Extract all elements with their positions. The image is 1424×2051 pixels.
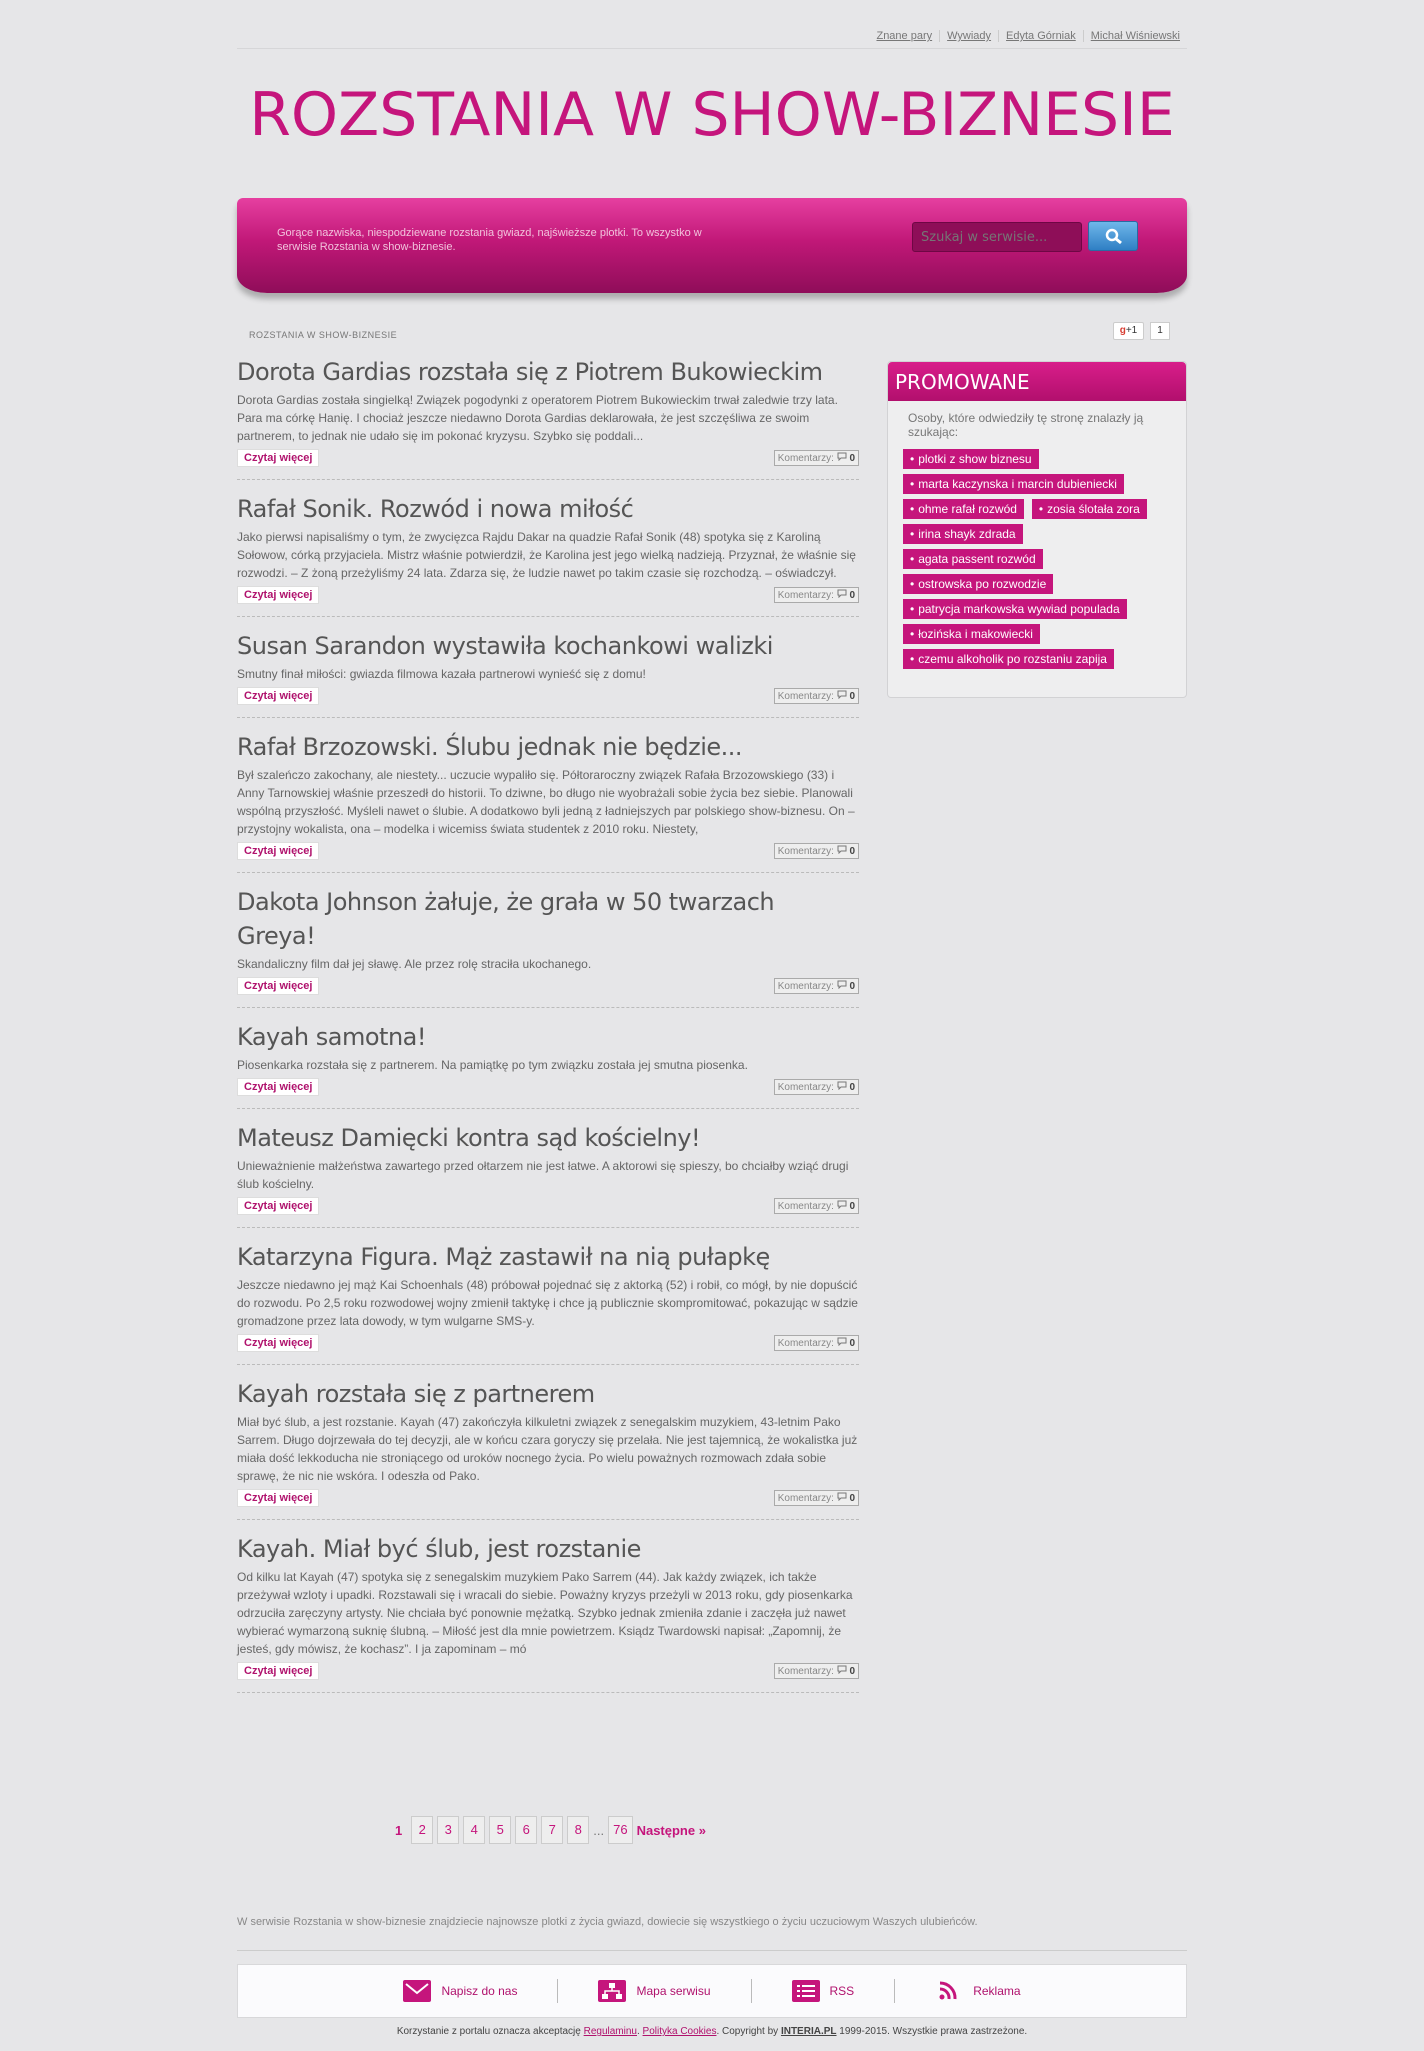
article-item xyxy=(237,730,859,873)
comments-label: Komentarzy: xyxy=(777,1493,834,1504)
search-button[interactable] xyxy=(1088,221,1138,251)
read-more-button[interactable]: Czytaj więcej xyxy=(237,977,319,995)
list-icon xyxy=(792,1980,820,2002)
page-link[interactable]: 6 xyxy=(515,1816,537,1844)
comments-label: Komentarzy: xyxy=(777,1201,834,1212)
comments-count: 0 xyxy=(849,1201,855,1212)
copyright xyxy=(237,2026,1187,2037)
speech-bubble-icon xyxy=(837,452,847,461)
article-item xyxy=(237,629,859,718)
read-more-button[interactable]: Czytaj więcej xyxy=(237,1662,319,1680)
read-more-button[interactable]: Czytaj więcej xyxy=(237,586,319,604)
terms-link[interactable]: Regulaminu xyxy=(583,2026,637,2037)
comments-label: Komentarzy: xyxy=(777,981,834,992)
article-item xyxy=(237,1532,859,1693)
top-links xyxy=(869,30,1187,42)
article-title[interactable]: Kayah samotna! xyxy=(237,1023,426,1051)
article-item xyxy=(237,355,859,480)
comments-count: 0 xyxy=(849,691,855,702)
breadcrumb[interactable]: ROZSTANIA W SHOW-BIZNESIE xyxy=(249,330,398,340)
gplus-label: +1 xyxy=(1125,325,1138,336)
toplink-wywiady[interactable]: Wywiady xyxy=(939,30,998,42)
speech-bubble-icon xyxy=(837,980,847,989)
comments-link[interactable] xyxy=(774,843,859,859)
interia-link[interactable]: INTERIA.PL xyxy=(780,2026,837,2037)
article-footer xyxy=(237,1197,859,1215)
comments-count: 0 xyxy=(849,1493,855,1504)
speech-bubble-icon xyxy=(837,690,847,699)
speech-bubble-icon xyxy=(837,589,847,598)
comments-count: 0 xyxy=(849,590,855,601)
article-excerpt: Jako pierwsi napisaliśmy o tym, że zwycięzca Rajdu Dakar na quadzie Rafał Sonik (48) spotyka się z Karoliną Sołowow, córką przyjaciela. Mistrz właśnie potwierdził, że Karolina jest jego wielką nadzieją. Przyznał, że właśnie się rozwodzi. – Z żoną przeżyliśmy 24 lata. Zdarza się, że ludzie nawet po takim czasie się rozchodzą. – oświadczył. xyxy=(237,530,856,580)
page-link[interactable]: 5 xyxy=(489,1816,511,1844)
speech-bubble-icon xyxy=(837,1492,847,1501)
footer-link-label: Reklama xyxy=(973,1984,1021,1998)
footer-note: W serwisie Rozstania w show-biznesie znajdziecie najnowsze plotki z życia gwiazd, dowiecie się wszystkiego o życiu uczuciowym Waszych ulubieńców. xyxy=(237,1916,978,1928)
footer-link-ads[interactable] xyxy=(894,1979,1060,2003)
cookies-link[interactable]: Polityka Cookies xyxy=(642,2026,717,2037)
page-ellipsis: ... xyxy=(593,1822,605,1838)
comments-link[interactable] xyxy=(774,688,859,704)
footer-link-label: Napisz do nas xyxy=(441,1984,518,1998)
article-excerpt: Jeszcze niedawno jej mąż Kai Schoenhals (48) próbował pojednać się z aktorką (52) i robił, co mógł, by nie dopuścić do rozwodu. Po 2,5 roku rozwodowej wojny zmienił taktykę i chce ją publicznie skompromitować, pokazując w sądzie gromadzone przez lata dowody, w tym wulgarne SMS-y. xyxy=(237,1278,858,1328)
gplus-button[interactable] xyxy=(1113,322,1144,340)
article-title[interactable]: Rafał Sonik. Rozwód i nowa miłość xyxy=(237,495,634,523)
gplus-g-icon: g xyxy=(1119,325,1126,336)
tag-link[interactable]: • agata passent rozwód xyxy=(903,549,1043,569)
footer-link-rss[interactable] xyxy=(751,1979,895,2003)
comments-link[interactable] xyxy=(774,978,859,994)
tag-link[interactable]: • patrycja markowska wywiad populada xyxy=(903,599,1127,619)
site-description: Gorące nazwiska, niespodziewane rozstania gwiazd, najświeższe plotki. To wszystko w serwisie Rozstania w show-biznesie. xyxy=(277,227,702,253)
comments-link[interactable] xyxy=(774,450,859,466)
comments-count: 0 xyxy=(849,453,855,464)
tag-link[interactable]: • marta kaczynska i marcin dubieniecki xyxy=(903,474,1124,494)
article-title[interactable]: Susan Sarandon wystawiła kochankowi walizki xyxy=(237,632,773,660)
article-title[interactable]: Kayah. Miał być ślub, jest rozstanie xyxy=(237,1535,641,1563)
comments-count: 0 xyxy=(849,1338,855,1349)
page-next[interactable]: Następne » xyxy=(636,1822,706,1838)
article-item xyxy=(237,885,859,1008)
comments-link[interactable] xyxy=(774,1079,859,1095)
promoted-box xyxy=(887,361,1187,698)
comments-label: Komentarzy: xyxy=(777,590,834,601)
search-input[interactable] xyxy=(912,222,1082,252)
gplus-widget xyxy=(1113,322,1170,340)
article-footer xyxy=(237,687,859,705)
article-footer xyxy=(237,842,859,860)
copyright-text: . Copyright by xyxy=(716,2026,779,2037)
article-footer xyxy=(237,586,859,604)
tag-link[interactable]: • irina shayk zdrada xyxy=(903,524,1023,544)
comments-count: 0 xyxy=(849,1666,855,1677)
comments-label: Komentarzy: xyxy=(777,1338,834,1349)
article-excerpt: Skandaliczny film dał jej sławę. Ale przez rolę straciła ukochanego. xyxy=(237,957,592,971)
tag-list xyxy=(888,439,1186,684)
read-more-button[interactable]: Czytaj więcej xyxy=(237,1489,319,1507)
speech-bubble-icon xyxy=(837,1200,847,1209)
article-list xyxy=(237,355,859,1705)
footer-divider xyxy=(237,1950,1187,1951)
page-link[interactable]: 2 xyxy=(411,1816,433,1844)
pagination xyxy=(237,1816,859,1844)
comments-count: 0 xyxy=(849,846,855,857)
comments-link[interactable] xyxy=(774,1663,859,1679)
comments-label: Komentarzy: xyxy=(777,691,834,702)
speech-bubble-icon xyxy=(837,1081,847,1090)
article-footer xyxy=(237,449,859,467)
comments-link[interactable] xyxy=(774,1198,859,1214)
article-excerpt: Dorota Gardias została singielką! Związek pogodynki z operatorem Piotrem Bukowieckim trwał zaledwie trzy lata. Para ma córkę Hanię. I chociaż jeszcze niedawno Dorota Gardias deklarowała, że jest szczęśliwa ze swoim partnerem, to jednak nie udało się im pokonać kryzysu. Szybko się poddali... xyxy=(237,393,838,443)
article-excerpt: Piosenkarka rozstała się z partnerem. Na pamiątkę po tym związku została jej smutna piosenka. xyxy=(237,1058,748,1072)
footer-link-label: Mapa serwisu xyxy=(636,1984,711,1998)
footer-links xyxy=(237,1964,1187,2018)
top-divider xyxy=(237,48,1187,49)
article-item xyxy=(237,492,859,617)
article-footer xyxy=(237,977,859,995)
article-title[interactable]: Kayah rozstała się z partnerem xyxy=(237,1380,595,1408)
toplink-edyta-gorniak[interactable]: Edyta Górniak xyxy=(998,30,1083,42)
page-current: 1 xyxy=(395,1822,403,1838)
article-footer xyxy=(237,1078,859,1096)
promoted-title: PROMOWANE xyxy=(888,362,1186,401)
footer-link-label: RSS xyxy=(829,1984,855,1998)
comments-label: Komentarzy: xyxy=(777,846,834,857)
article-title[interactable]: Dakota Johnson żałuje, że grała w 50 twarzach Greya! xyxy=(237,888,775,950)
article-title[interactable]: Rafał Brzozowski. Ślubu jednak nie będzie... xyxy=(237,733,743,761)
page-link[interactable]: 8 xyxy=(567,1816,589,1844)
speech-bubble-icon xyxy=(837,1665,847,1674)
site-title[interactable]: ROZSTANIA W SHOW-BIZNESIE xyxy=(249,80,1175,150)
copyright-sep: . xyxy=(636,2026,640,2037)
rss-icon xyxy=(935,1980,963,2002)
article-excerpt: Miał być ślub, a jest rozstanie. Kayah (47) zakończyła kilkuletni związek z senegalskim muzykiem, 43-letnim Pako Sarrem. Długo dojrzewała do tej decyzji, ale w końcu czara goryczy się przelała. Nie jest tajemnicą, że wokalistka już miała dość lekkoducha nie stroniącego od uroków nocnego życia. Po wielu poważnych rozmowach zdała sobie sprawę, że nic nie wskóra. I odeszła od Pako. xyxy=(237,1415,858,1483)
gplus-count: 1 xyxy=(1150,322,1170,340)
comments-link[interactable] xyxy=(774,587,859,603)
toplink-znane-pary[interactable]: Znane pary xyxy=(876,30,933,42)
article-footer xyxy=(237,1489,859,1507)
read-more-button[interactable]: Czytaj więcej xyxy=(237,449,319,467)
article-item xyxy=(237,1240,859,1365)
toplink-michal-wisniewski[interactable]: Michał Wiśniewski xyxy=(1083,30,1187,42)
footer-link-contact[interactable] xyxy=(363,1979,557,2003)
speech-bubble-icon xyxy=(837,845,847,854)
comments-label: Komentarzy: xyxy=(777,1666,834,1677)
comments-link[interactable] xyxy=(774,1335,859,1351)
copyright-text: Korzystanie z portalu oznacza akceptację xyxy=(396,2026,581,2037)
tag-link[interactable]: • ohme rafał rozwód xyxy=(903,499,1024,519)
page-link-last[interactable]: 76 xyxy=(608,1816,632,1844)
page-link[interactable]: 7 xyxy=(541,1816,563,1844)
search-icon xyxy=(1105,228,1123,246)
read-more-button[interactable]: Czytaj więcej xyxy=(237,1078,319,1096)
speech-bubble-icon xyxy=(837,1337,847,1346)
article-title[interactable]: Dorota Gardias rozstała się z Piotrem Bukowieckim xyxy=(237,358,823,386)
article-title[interactable]: Katarzyna Figura. Mąż zastawił na nią pułapkę xyxy=(237,1243,770,1271)
tag-link[interactable]: • plotki z show biznesu xyxy=(903,449,1039,469)
read-more-button[interactable]: Czytaj więcej xyxy=(237,687,319,705)
page-link[interactable]: 4 xyxy=(463,1816,485,1844)
article-item xyxy=(237,1377,859,1520)
comments-label: Komentarzy: xyxy=(777,453,834,464)
sitemap-icon xyxy=(598,1980,626,2002)
article-footer xyxy=(237,1334,859,1352)
read-more-button[interactable]: Czytaj więcej xyxy=(237,1334,319,1352)
read-more-button[interactable]: Czytaj więcej xyxy=(237,1197,319,1215)
article-item xyxy=(237,1121,859,1228)
footer-link-sitemap[interactable] xyxy=(557,1979,750,2003)
tag-link[interactable]: • łozińska i makowiecki xyxy=(903,624,1040,644)
article-excerpt: Unieważnienie małżeństwa zawartego przed ołtarzem nie jest łatwe. A aktorowi się spieszy, bo chciałby wziąć drugi ślub kościelny. xyxy=(237,1159,849,1191)
tag-link[interactable]: • zosia ślotała zora xyxy=(1032,499,1147,519)
comments-link[interactable] xyxy=(774,1490,859,1506)
read-more-button[interactable]: Czytaj więcej xyxy=(237,842,319,860)
copyright-text: 1999-2015. Wszystkie prawa zastrzeżone. xyxy=(839,2026,1028,2037)
article-item xyxy=(237,1020,859,1109)
promoted-intro: Osoby, które odwiedziły tę stronę znalazły ją szukając: xyxy=(908,411,1144,439)
article-excerpt: Smutny finał miłości: gwiazda filmowa kazała partnerowi wynieść się z domu! xyxy=(237,667,646,681)
tag-link[interactable]: • czemu alkoholik po rozstaniu zapija xyxy=(903,649,1114,669)
tag-link[interactable]: • ostrowska po rozwodzie xyxy=(903,574,1053,594)
comments-label: Komentarzy: xyxy=(777,1082,834,1093)
article-footer xyxy=(237,1662,859,1680)
article-title[interactable]: Mateusz Damięcki kontra sąd kościelny! xyxy=(237,1124,701,1152)
header-band xyxy=(237,198,1187,293)
article-excerpt: Od kilku lat Kayah (47) spotyka się z senegalskim muzykiem Pako Sarrem (44). Jak każdy związek, ich także przeżywał wzloty i upadki. Rozstawali się i wracali do siebie. Poważny kryzys przeżyli w 2013 roku, gdy piosenkarka odrzuciła zaręczyny artysty. Nie chciała być ponownie mężatką. Szybko jednak zmieniła zdanie i zaczęła już nawet wybierać wymarzoną suknię ślubną. – Miłość jest dla mnie powietrzem. Ksiądz Twardowski napisał: „Zapomnij, że jesteś, gdy mówisz, że kochasz”. I ja zapominam – mó xyxy=(237,1570,853,1656)
comments-count: 0 xyxy=(849,1082,855,1093)
envelope-icon xyxy=(403,1980,431,2002)
page-link[interactable]: 3 xyxy=(437,1816,459,1844)
comments-count: 0 xyxy=(849,981,855,992)
article-excerpt: Był szaleńczo zakochany, ale niestety... uczucie wypaliło się. Półtoraroczny związek Rafała Brzozowskiego (33) i Anny Tarnowskiej właśnie przeszedł do historii. To dziwne, bo długo nie wyobrażali sobie życia bez siebie. Planowali wspólną przyszłość. Myśleli nawet o ślubie. A dodatkowo byli jedną z ładniejszych par polskiego show-biznesu. On – przystojny wokalista, ona – modelka i wicemiss świata studentek z 2010 roku. Niestety, xyxy=(237,768,855,836)
